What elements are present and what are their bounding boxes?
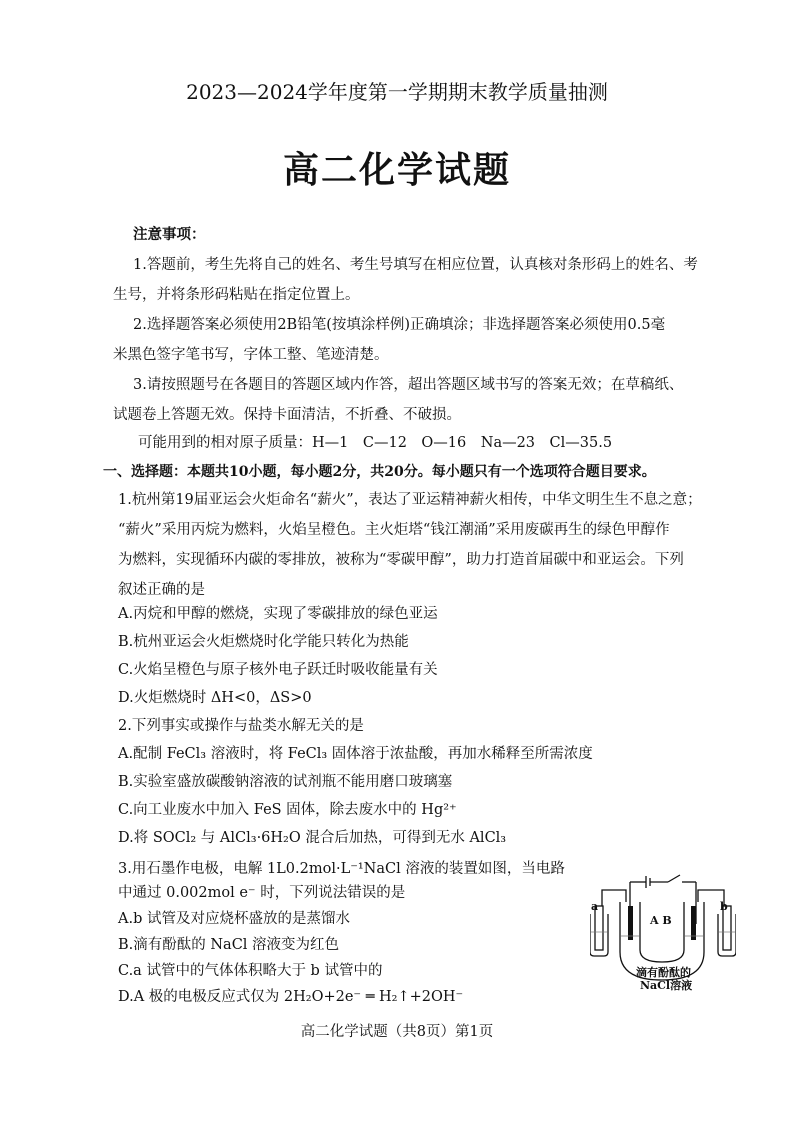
exam-title: 高二化学试题 [282,150,511,191]
notice-item-2-line-2: 米黑色签字笔书写，字体工整、笔迹清楚。 [113,347,389,363]
diagram-caption-line-2: NaCl溶液 [640,979,693,992]
q3-option-d: D.A 极的电极反应式仅为 2H₂O+2e⁻ ═ H₂↑+2OH⁻ [118,989,464,1005]
electrolysis-diagram [590,862,736,996]
q1-stem-line-4: 叙述正确的是 [118,582,205,598]
diagram-label-electrodes: A B [650,914,672,927]
q2-option-a: A.配制 FeCl₃ 溶液时，将 FeCl₃ 固体溶于浓盐酸，再加水稀释至所需浓度 [118,746,593,762]
exam-subtitle: 2023—2024学年度第一学期期末教学质量抽测 [186,80,608,104]
q3-option-c: C.a 试管中的气体体积略大于 b 试管中的 [118,963,383,979]
notice-item-1-line-1: 1.答题前，考生先将自己的姓名、考生号填写在相应位置，认真核对条形码上的姓名、考 [133,257,698,273]
diagram-label-a: a [591,900,599,913]
q1-stem-line-3: 为燃料，实现循环内碳的零排放，被称为“零碳甲醇”，助力打造首届碳中和亚运会。下列 [118,552,684,568]
q2-option-b: B.实验室盛放碳酸钠溶液的试剂瓶不能用磨口玻璃塞 [118,774,453,790]
q1-stem-line-2: “薪火”采用丙烷为燃料，火焰呈橙色。主火炬塔“钱江潮涌”采用废碳再生的绿色甲醇作 [118,522,670,538]
q3-option-a: A.b 试管及对应烧杯盛放的是蒸馏水 [118,911,350,927]
q1-option-b: B.杭州亚运会火炬燃烧时化学能只转化为热能 [118,634,409,650]
q2-option-d: D.将 SOCl₂ 与 AlCl₃·6H₂O 混合后加热，可得到无水 AlCl₃ [118,830,507,846]
notice-item-1-line-2: 生号，并将条形码粘贴在指定位置上。 [113,287,360,303]
diagram-label-b: b [720,900,728,913]
atomic-masses: 可能用到的相对原子质量：H—1 C—12 O—16 Na—23 Cl—35.5 [138,435,613,451]
q3-stem-line-2: 中通过 0.002mol e⁻ 时，下列说法错误的是 [118,885,406,901]
notice-item-2-line-1: 2.选择题答案必须使用2B铅笔(按填涂样例)正确填涂；非选择题答案必须使用0.5毫 [133,317,666,333]
q2-stem: 2.下列事实或操作与盐类水解无关的是 [118,718,364,734]
page-footer: 高二化学试题（共8页）第1页 [300,1024,494,1040]
q1-stem-line-1: 1.杭州第19届亚运会火炬命名“薪火”，表达了亚运精神薪火相传，中华文明生生不息之意； [118,492,702,508]
diagram-caption-line-1: 滴有酚酞的 [636,966,691,979]
notice-item-3-line-2: 试题卷上答题无效。保持卡面清洁，不折叠、不破损。 [113,407,461,423]
notice-heading: 注意事项： [133,226,206,243]
q2-option-c: C.向工业废水中加入 FeS 固体，除去废水中的 Hg²⁺ [118,802,457,818]
notice-item-3-line-1: 3.请按照题号在各题目的答题区域内作答，超出答题区域书写的答案无效；在草稿纸、 [133,377,684,393]
q3-stem-line-1: 3.用石墨作电极，电解 1L0.2mol·L⁻¹NaCl 溶液的装置如图，当电路 [118,861,565,877]
q1-option-c: C.火焰呈橙色与原子核外电子跃迁时吸收能量有关 [118,662,438,678]
q3-option-b: B.滴有酚酞的 NaCl 溶液变为红色 [118,937,340,953]
section-1-heading: 一、选择题：本题共10小题，每小题2分，共20分。每小题只有一个选项符合题目要求。 [103,464,656,480]
q1-option-a: A.丙烷和甲醇的燃烧，实现了零碳排放的绿色亚运 [118,606,438,622]
q1-option-d: D.火炬燃烧时 ΔH<0，ΔS>0 [118,690,312,706]
